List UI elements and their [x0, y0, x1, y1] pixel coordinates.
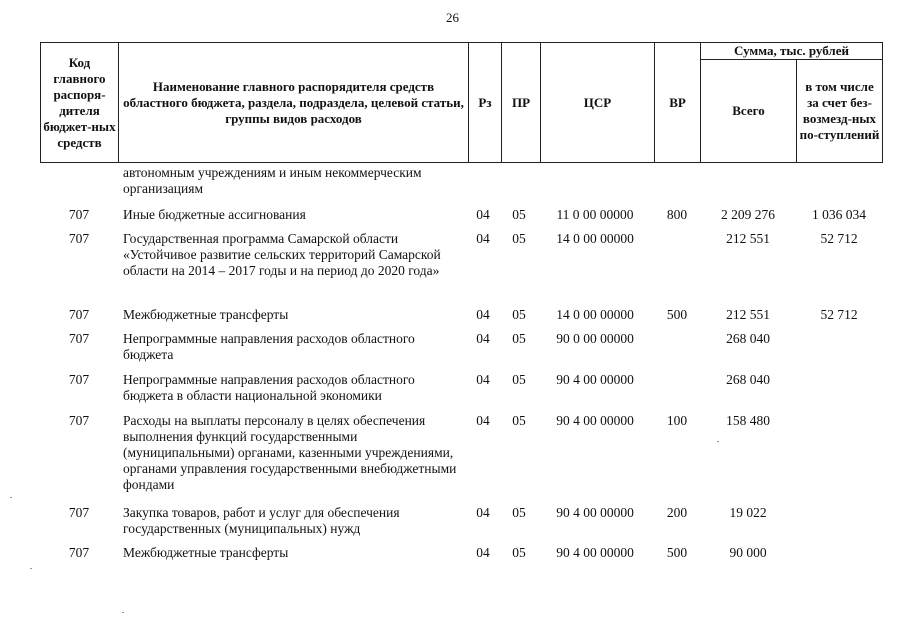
cell-rz: 04 — [476, 372, 490, 387]
scan-speck — [717, 441, 719, 442]
cell-total: 268 040 — [726, 331, 770, 346]
cell-rz: 04 — [476, 413, 490, 428]
header-vr: ВР — [655, 43, 701, 163]
cell-name: автономным учреждениям и иным некоммерческим организациям — [123, 165, 422, 196]
cell-csr: 90 0 00 00000 — [556, 331, 634, 346]
cell-total: 2 209 276 — [721, 207, 775, 222]
cell-code: 707 — [68, 372, 90, 387]
cell-csr: 90 4 00 00000 — [556, 505, 634, 520]
cell-pr: 05 — [512, 505, 526, 520]
cell-pr: 05 — [512, 331, 526, 346]
cell-vr: 100 — [666, 413, 688, 428]
cell-name: Непрограммные направления расходов областного бюджета — [123, 331, 415, 362]
cell-csr: 90 4 00 00000 — [556, 413, 634, 428]
cell-code: 707 — [68, 505, 90, 520]
cell-name: Расходы на выплаты персоналу в целях обеспечения выполнения функций государственными (муниципальными) органами, казенными учреждениями, органами управления государственными внебюджетными фондами — [123, 413, 457, 492]
header-rz: Рз — [469, 43, 502, 163]
cell-vr: 800 — [666, 207, 688, 222]
cell-code: 707 — [68, 231, 90, 246]
cell-pr: 05 — [512, 545, 526, 560]
cell-rz: 04 — [476, 545, 490, 560]
cell-rz: 04 — [476, 505, 490, 520]
cell-pr: 05 — [512, 207, 526, 222]
scan-speck — [122, 612, 124, 613]
cell-vr: 500 — [666, 307, 688, 322]
cell-pr: 05 — [512, 231, 526, 246]
header-free: в том числе за счет без-возмезд-ных по-ступлений — [797, 60, 883, 163]
cell-code: 707 — [68, 545, 90, 560]
cell-csr: 11 0 00 00000 — [556, 207, 634, 222]
cell-rz: 04 — [476, 207, 490, 222]
cell-total: 212 551 — [726, 307, 770, 322]
cell-total: 158 480 — [726, 413, 770, 428]
cell-total: 212 551 — [726, 231, 770, 246]
cell-code: 707 — [68, 207, 90, 222]
page-number: 26 — [446, 10, 459, 25]
cell-name: Межбюджетные трансферты — [123, 307, 289, 322]
header-sum-group: Сумма, тыс. рублей — [701, 43, 883, 60]
cell-pr: 05 — [512, 307, 526, 322]
header-pr: ПР — [502, 43, 541, 163]
header-code: Код главного распоря-дителя бюджет-ных средств — [41, 43, 119, 163]
cell-name: Межбюджетные трансферты — [123, 545, 289, 560]
cell-name: Непрограммные направления расходов областного бюджета в области национальной экономики — [123, 372, 415, 403]
cell-pr: 05 — [512, 413, 526, 428]
scan-speck — [10, 497, 12, 498]
cell-vr: 200 — [666, 505, 688, 520]
cell-name: Закупка товаров, работ и услуг для обеспечения государственных (муниципальных) нужд — [123, 505, 400, 536]
cell-rz: 04 — [476, 231, 490, 246]
cell-code: 707 — [68, 331, 90, 346]
cell-rz: 04 — [476, 307, 490, 322]
cell-free: 52 712 — [820, 231, 858, 246]
cell-pr: 05 — [512, 372, 526, 387]
cell-name: Иные бюджетные ассигнования — [123, 207, 306, 222]
cell-rz: 04 — [476, 331, 490, 346]
cell-csr: 90 4 00 00000 — [556, 372, 634, 387]
cell-total: 19 022 — [729, 505, 767, 520]
cell-total: 90 000 — [729, 545, 767, 560]
cell-vr: 500 — [666, 545, 688, 560]
cell-csr: 90 4 00 00000 — [556, 545, 634, 560]
cell-code: 707 — [68, 413, 90, 428]
header-name: Наименование главного распорядителя средств областного бюджета, раздела, подраздела, целевой статьи, группы видов расходов — [119, 43, 469, 163]
cell-free: 52 712 — [820, 307, 858, 322]
cell-name: Государственная программа Самарской области «Устойчивое развитие сельских территорий Самарской области на 2014 – 2017 годы и на период до 2020 года» — [123, 231, 441, 278]
cell-csr: 14 0 00 00000 — [556, 307, 634, 322]
header-csr: ЦСР — [541, 43, 655, 163]
cell-csr: 14 0 00 00000 — [556, 231, 634, 246]
cell-free: 1 036 034 — [812, 207, 866, 222]
scan-speck — [30, 568, 32, 569]
header-total: Всего — [701, 60, 797, 163]
table-header — [40, 42, 883, 163]
cell-total: 268 040 — [726, 372, 770, 387]
cell-code: 707 — [68, 307, 90, 322]
